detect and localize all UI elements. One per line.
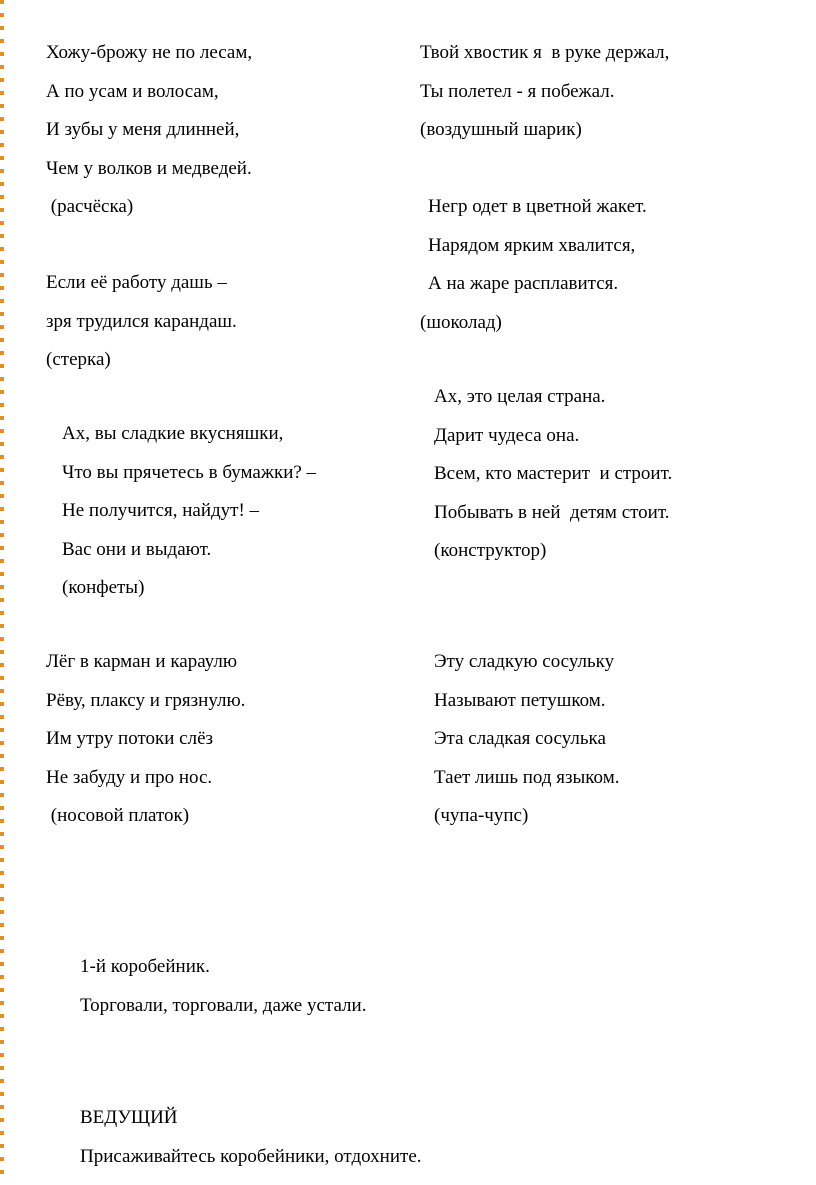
riddle-handkerchief bbox=[46, 652, 245, 845]
riddle-line: Что вы прячетесь в бумажки? – bbox=[62, 463, 316, 502]
riddle-line: Называют петушком. bbox=[434, 691, 619, 730]
riddle-constructor bbox=[434, 387, 672, 580]
riddle-line: Ты полетел - я побежал. bbox=[420, 82, 669, 121]
speech-line: Присаживайтесь коробейники, отдохните. bbox=[80, 1147, 422, 1185]
dialogue-host bbox=[80, 1108, 422, 1185]
riddle-line: Дарит чудеса она. bbox=[434, 426, 672, 465]
riddle-lollipop bbox=[434, 652, 619, 845]
riddle-comb bbox=[46, 43, 252, 236]
riddle-line: Эту сладкую сосульку bbox=[434, 652, 619, 691]
riddle-line: Чем у волков и медведей. bbox=[46, 159, 252, 198]
riddle-answer: (стерка) bbox=[46, 350, 237, 389]
riddle-line: Твой хвостик я в руке держал, bbox=[420, 43, 669, 82]
decorative-border bbox=[0, 0, 4, 1183]
riddle-balloon bbox=[420, 43, 669, 159]
riddle-line: А по усам и волосам, bbox=[46, 82, 252, 121]
riddle-line: зря трудился карандаш. bbox=[46, 312, 237, 351]
riddle-line: Рёву, плаксу и грязнулю. bbox=[46, 691, 245, 730]
riddle-line: Ах, это целая страна. bbox=[434, 387, 672, 426]
riddle-chocolate bbox=[428, 197, 647, 351]
riddle-line: Не забуду и про нос. bbox=[46, 768, 245, 807]
riddle-line: Тает лишь под языком. bbox=[434, 768, 619, 807]
riddle-line: Негр одет в цветной жакет. bbox=[428, 197, 647, 236]
riddle-line: Побывать в ней детям стоит. bbox=[434, 503, 672, 542]
riddle-line: Им утру потоки слёз bbox=[46, 729, 245, 768]
speech-line: Торговали, торговали, даже устали. bbox=[80, 996, 366, 1035]
riddle-candies bbox=[62, 424, 316, 617]
riddle-answer: (шоколад) bbox=[420, 313, 647, 352]
riddle-line: И зубы у меня длинней, bbox=[46, 120, 252, 159]
dialogue-peddler bbox=[80, 957, 366, 1034]
riddle-answer: (носовой платок) bbox=[46, 806, 245, 845]
riddle-answer: (расчёска) bbox=[46, 197, 252, 236]
riddle-answer: (конструктор) bbox=[434, 541, 672, 580]
riddle-line: Всем, кто мастерит и строит. bbox=[434, 464, 672, 503]
riddle-line: Нарядом ярким хвалится, bbox=[428, 236, 647, 275]
speaker-label: ВЕДУЩИЙ bbox=[80, 1108, 422, 1147]
riddle-eraser bbox=[46, 273, 237, 389]
riddle-answer: (конфеты) bbox=[62, 578, 316, 617]
speaker-label: 1-й коробейник. bbox=[80, 957, 366, 996]
riddle-line: Вас они и выдают. bbox=[62, 540, 316, 579]
riddle-answer: (воздушный шарик) bbox=[420, 120, 669, 159]
riddle-line: Хожу-брожу не по лесам, bbox=[46, 43, 252, 82]
riddle-answer: (чупа-чупс) bbox=[434, 806, 619, 845]
riddle-line: Если её работу дашь – bbox=[46, 273, 237, 312]
riddle-line: Лёг в карман и караулю bbox=[46, 652, 245, 691]
riddle-line: Эта сладкая сосулька bbox=[434, 729, 619, 768]
riddle-line: Не получится, найдут! – bbox=[62, 501, 316, 540]
riddle-line: Ах, вы сладкие вкусняшки, bbox=[62, 424, 316, 463]
riddle-line: А на жаре расплавится. bbox=[428, 274, 647, 313]
